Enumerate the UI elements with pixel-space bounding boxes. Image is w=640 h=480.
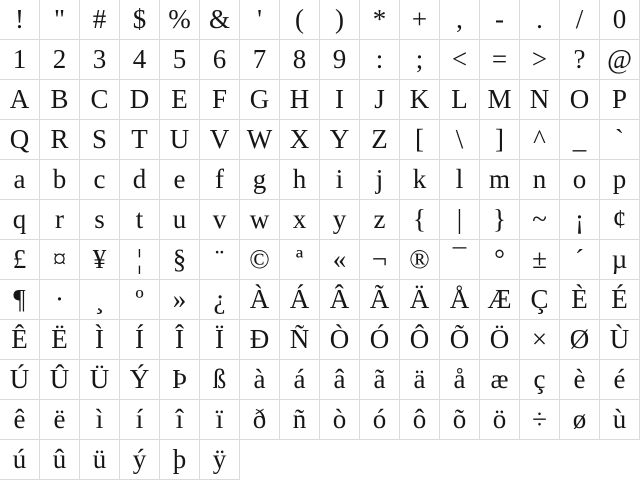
glyph-cell[interactable]: ê: [0, 400, 40, 440]
glyph-cell[interactable]: *: [360, 0, 400, 40]
glyph-cell[interactable]: º: [120, 280, 160, 320]
glyph-cell[interactable]: Ã: [360, 280, 400, 320]
glyph-cell[interactable]: å: [440, 360, 480, 400]
glyph-cell[interactable]: c: [80, 160, 120, 200]
glyph-cell[interactable]: ^: [520, 120, 560, 160]
glyph-cell[interactable]: ë: [40, 400, 80, 440]
glyph-cell[interactable]: e: [160, 160, 200, 200]
glyph-cell[interactable]: J: [360, 80, 400, 120]
glyph-cell[interactable]: Ê: [0, 320, 40, 360]
glyph-cell[interactable]: Ô: [400, 320, 440, 360]
glyph-cell[interactable]: S: [80, 120, 120, 160]
glyph-cell[interactable]: /: [560, 0, 600, 40]
glyph-cell[interactable]: ä: [400, 360, 440, 400]
glyph-cell[interactable]: ý: [120, 440, 160, 480]
glyph-cell[interactable]: <: [440, 40, 480, 80]
glyph-cell[interactable]: y: [320, 200, 360, 240]
glyph-cell[interactable]: ó: [360, 400, 400, 440]
glyph-cell[interactable]: Y: [320, 120, 360, 160]
glyph-cell[interactable]: O: [560, 80, 600, 120]
glyph-cell[interactable]: N: [520, 80, 560, 120]
empty-slot: [240, 440, 280, 480]
glyph-cell[interactable]: x: [280, 200, 320, 240]
glyph-cell[interactable]: ´: [560, 240, 600, 280]
glyph-cell[interactable]: M: [480, 80, 520, 120]
glyph-cell[interactable]: (: [280, 0, 320, 40]
glyph-cell[interactable]: ¿: [200, 280, 240, 320]
glyph-cell[interactable]: Ò: [320, 320, 360, 360]
glyph-cell[interactable]: à: [240, 360, 280, 400]
glyph-cell[interactable]: È: [560, 280, 600, 320]
glyph-cell[interactable]: -: [480, 0, 520, 40]
glyph-cell[interactable]: Ý: [120, 360, 160, 400]
glyph-cell[interactable]: ã: [360, 360, 400, 400]
glyph-cell[interactable]: 9: [320, 40, 360, 80]
glyph-cell[interactable]: m: [480, 160, 520, 200]
glyph-cell[interactable]: ç: [520, 360, 560, 400]
glyph-cell[interactable]: Ù: [600, 320, 640, 360]
glyph-cell[interactable]: $: [120, 0, 160, 40]
glyph-cell[interactable]: .: [520, 0, 560, 40]
glyph-cell[interactable]: Ï: [200, 320, 240, 360]
glyph-cell[interactable]: ¸: [80, 280, 120, 320]
glyph-cell[interactable]: H: [280, 80, 320, 120]
glyph-cell[interactable]: ñ: [280, 400, 320, 440]
glyph-cell[interactable]: 2: [40, 40, 80, 80]
glyph-cell[interactable]: ?: [560, 40, 600, 80]
glyph-cell[interactable]: K: [400, 80, 440, 120]
glyph-cell[interactable]: ¬: [360, 240, 400, 280]
glyph-cell[interactable]: ì: [80, 400, 120, 440]
glyph-cell[interactable]: ¶: [0, 280, 40, 320]
empty-slot: [320, 440, 360, 480]
glyph-cell[interactable]: Q: [0, 120, 40, 160]
glyph-cell[interactable]: â: [320, 360, 360, 400]
glyph-cell[interactable]: ü: [80, 440, 120, 480]
glyph-cell[interactable]: >: [520, 40, 560, 80]
glyph-cell[interactable]: G: [240, 80, 280, 120]
glyph-cell[interactable]: C: [80, 80, 120, 120]
empty-slot: [440, 440, 480, 480]
empty-slot: [280, 440, 320, 480]
glyph-cell[interactable]: §: [160, 240, 200, 280]
glyph-cell[interactable]: ,: [440, 0, 480, 40]
glyph-cell[interactable]: @: [600, 40, 640, 80]
glyph-cell[interactable]: _: [560, 120, 600, 160]
glyph-cell[interactable]: û: [40, 440, 80, 480]
glyph-cell[interactable]: Ø: [560, 320, 600, 360]
glyph-cell[interactable]: Ë: [40, 320, 80, 360]
glyph-cell[interactable]: ð: [240, 400, 280, 440]
glyph-cell[interactable]: U: [160, 120, 200, 160]
glyph-cell[interactable]: ©: [240, 240, 280, 280]
glyph-cell[interactable]: 1: [0, 40, 40, 80]
glyph-cell[interactable]: #: [80, 0, 120, 40]
glyph-cell[interactable]: á: [280, 360, 320, 400]
glyph-cell[interactable]: A: [0, 80, 40, 120]
glyph-cell[interactable]: X: [280, 120, 320, 160]
glyph-cell[interactable]: d: [120, 160, 160, 200]
glyph-cell[interactable]: ¤: [40, 240, 80, 280]
glyph-cell[interactable]: µ: [600, 240, 640, 280]
glyph-cell[interactable]: þ: [160, 440, 200, 480]
glyph-cell[interactable]: s: [80, 200, 120, 240]
glyph-cell[interactable]: ï: [200, 400, 240, 440]
glyph-cell[interactable]: 3: [80, 40, 120, 80]
glyph-cell[interactable]: b: [40, 160, 80, 200]
glyph-cell[interactable]: w: [240, 200, 280, 240]
glyph-cell[interactable]: É: [600, 280, 640, 320]
glyph-cell[interactable]: «: [320, 240, 360, 280]
glyph-cell[interactable]: Ú: [0, 360, 40, 400]
glyph-cell[interactable]: »: [160, 280, 200, 320]
glyph-cell[interactable]: Â: [320, 280, 360, 320]
glyph-cell[interactable]: W: [240, 120, 280, 160]
glyph-cell[interactable]: ): [320, 0, 360, 40]
glyph-cell[interactable]: [: [400, 120, 440, 160]
glyph-cell[interactable]: l: [440, 160, 480, 200]
glyph-cell[interactable]: í: [120, 400, 160, 440]
glyph-cell[interactable]: Ì: [80, 320, 120, 360]
glyph-cell[interactable]: &: [200, 0, 240, 40]
glyph-cell[interactable]: F: [200, 80, 240, 120]
glyph-cell[interactable]: Á: [280, 280, 320, 320]
glyph-cell[interactable]: 6: [200, 40, 240, 80]
glyph-cell[interactable]: D: [120, 80, 160, 120]
glyph-cell[interactable]: T: [120, 120, 160, 160]
glyph-cell[interactable]: ¦: [120, 240, 160, 280]
glyph-cell[interactable]: 7: [240, 40, 280, 80]
glyph-cell[interactable]: r: [40, 200, 80, 240]
glyph-cell[interactable]: ;: [400, 40, 440, 80]
glyph-cell[interactable]: Z: [360, 120, 400, 160]
glyph-cell[interactable]: q: [0, 200, 40, 240]
glyph-cell[interactable]: \: [440, 120, 480, 160]
glyph-cell[interactable]: æ: [480, 360, 520, 400]
glyph-cell[interactable]: ]: [480, 120, 520, 160]
glyph-cell[interactable]: Å: [440, 280, 480, 320]
glyph-cell[interactable]: Ó: [360, 320, 400, 360]
glyph-cell[interactable]: Þ: [160, 360, 200, 400]
glyph-cell[interactable]: ú: [0, 440, 40, 480]
glyph-cell[interactable]: Ç: [520, 280, 560, 320]
glyph-cell[interactable]: |: [440, 200, 480, 240]
glyph-cell[interactable]: `: [600, 120, 640, 160]
glyph-cell[interactable]: Ö: [480, 320, 520, 360]
glyph-cell[interactable]: Æ: [480, 280, 520, 320]
empty-slot: [360, 440, 400, 480]
glyph-cell[interactable]: ÿ: [200, 440, 240, 480]
glyph-cell[interactable]: !: [0, 0, 40, 40]
glyph-cell[interactable]: Ð: [240, 320, 280, 360]
glyph-cell[interactable]: ·: [40, 280, 80, 320]
glyph-cell[interactable]: ¢: [600, 200, 640, 240]
glyph-cell[interactable]: é: [600, 360, 640, 400]
glyph-cell[interactable]: ò: [320, 400, 360, 440]
glyph-cell[interactable]: g: [240, 160, 280, 200]
glyph-cell[interactable]: ß: [200, 360, 240, 400]
glyph-cell[interactable]: %: [160, 0, 200, 40]
glyph-cell[interactable]: Û: [40, 360, 80, 400]
glyph-cell[interactable]: Ñ: [280, 320, 320, 360]
glyph-cell[interactable]: L: [440, 80, 480, 120]
glyph-cell[interactable]: ö: [480, 400, 520, 440]
glyph-cell[interactable]: ': [240, 0, 280, 40]
glyph-cell[interactable]: V: [200, 120, 240, 160]
glyph-cell[interactable]: I: [320, 80, 360, 120]
glyph-cell[interactable]: z: [360, 200, 400, 240]
glyph-cell[interactable]: t: [120, 200, 160, 240]
glyph-cell[interactable]: Õ: [440, 320, 480, 360]
glyph-cell[interactable]: ®: [400, 240, 440, 280]
glyph-cell[interactable]: E: [160, 80, 200, 120]
glyph-cell[interactable]: ±: [520, 240, 560, 280]
glyph-cell[interactable]: 0: [600, 0, 640, 40]
glyph-cell[interactable]: R: [40, 120, 80, 160]
empty-slot: [520, 440, 560, 480]
glyph-cell[interactable]: o: [560, 160, 600, 200]
glyph-cell[interactable]: v: [200, 200, 240, 240]
glyph-cell[interactable]: Í: [120, 320, 160, 360]
glyph-cell[interactable]: ¨: [200, 240, 240, 280]
empty-slot: [480, 440, 520, 480]
glyph-cell[interactable]: =: [480, 40, 520, 80]
empty-slot: [560, 440, 600, 480]
glyph-cell[interactable]: +: [400, 0, 440, 40]
glyph-cell[interactable]: B: [40, 80, 80, 120]
glyph-cell[interactable]: k: [400, 160, 440, 200]
glyph-cell[interactable]: u: [160, 200, 200, 240]
glyph-cell[interactable]: P: [600, 80, 640, 120]
glyph-cell[interactable]: è: [560, 360, 600, 400]
glyph-cell[interactable]: n: [520, 160, 560, 200]
glyph-cell[interactable]: ô: [400, 400, 440, 440]
glyph-cell[interactable]: ~: [520, 200, 560, 240]
glyph-cell[interactable]: °: [480, 240, 520, 280]
glyph-cell[interactable]: Ä: [400, 280, 440, 320]
glyph-cell[interactable]: 4: [120, 40, 160, 80]
glyph-cell[interactable]: ¥: [80, 240, 120, 280]
glyph-cell[interactable]: î: [160, 400, 200, 440]
glyph-cell[interactable]: ÷: [520, 400, 560, 440]
glyph-cell[interactable]: ": [40, 0, 80, 40]
glyph-cell[interactable]: ×: [520, 320, 560, 360]
glyph-cell[interactable]: {: [400, 200, 440, 240]
glyph-cell[interactable]: f: [200, 160, 240, 200]
glyph-cell[interactable]: À: [240, 280, 280, 320]
glyph-cell[interactable]: 5: [160, 40, 200, 80]
glyph-cell[interactable]: i: [320, 160, 360, 200]
glyph-cell[interactable]: a: [0, 160, 40, 200]
empty-slot: [600, 440, 640, 480]
empty-slot: [400, 440, 440, 480]
glyph-cell[interactable]: £: [0, 240, 40, 280]
glyph-cell[interactable]: Î: [160, 320, 200, 360]
glyph-cell[interactable]: }: [480, 200, 520, 240]
glyph-cell[interactable]: ¡: [560, 200, 600, 240]
glyph-cell[interactable]: j: [360, 160, 400, 200]
glyph-cell[interactable]: ª: [280, 240, 320, 280]
glyph-cell[interactable]: ø: [560, 400, 600, 440]
glyph-cell[interactable]: ù: [600, 400, 640, 440]
glyph-cell[interactable]: Ü: [80, 360, 120, 400]
glyph-cell[interactable]: :: [360, 40, 400, 80]
glyph-cell[interactable]: õ: [440, 400, 480, 440]
glyph-cell[interactable]: ¯: [440, 240, 480, 280]
glyph-cell[interactable]: p: [600, 160, 640, 200]
glyph-cell[interactable]: h: [280, 160, 320, 200]
glyph-cell[interactable]: 8: [280, 40, 320, 80]
